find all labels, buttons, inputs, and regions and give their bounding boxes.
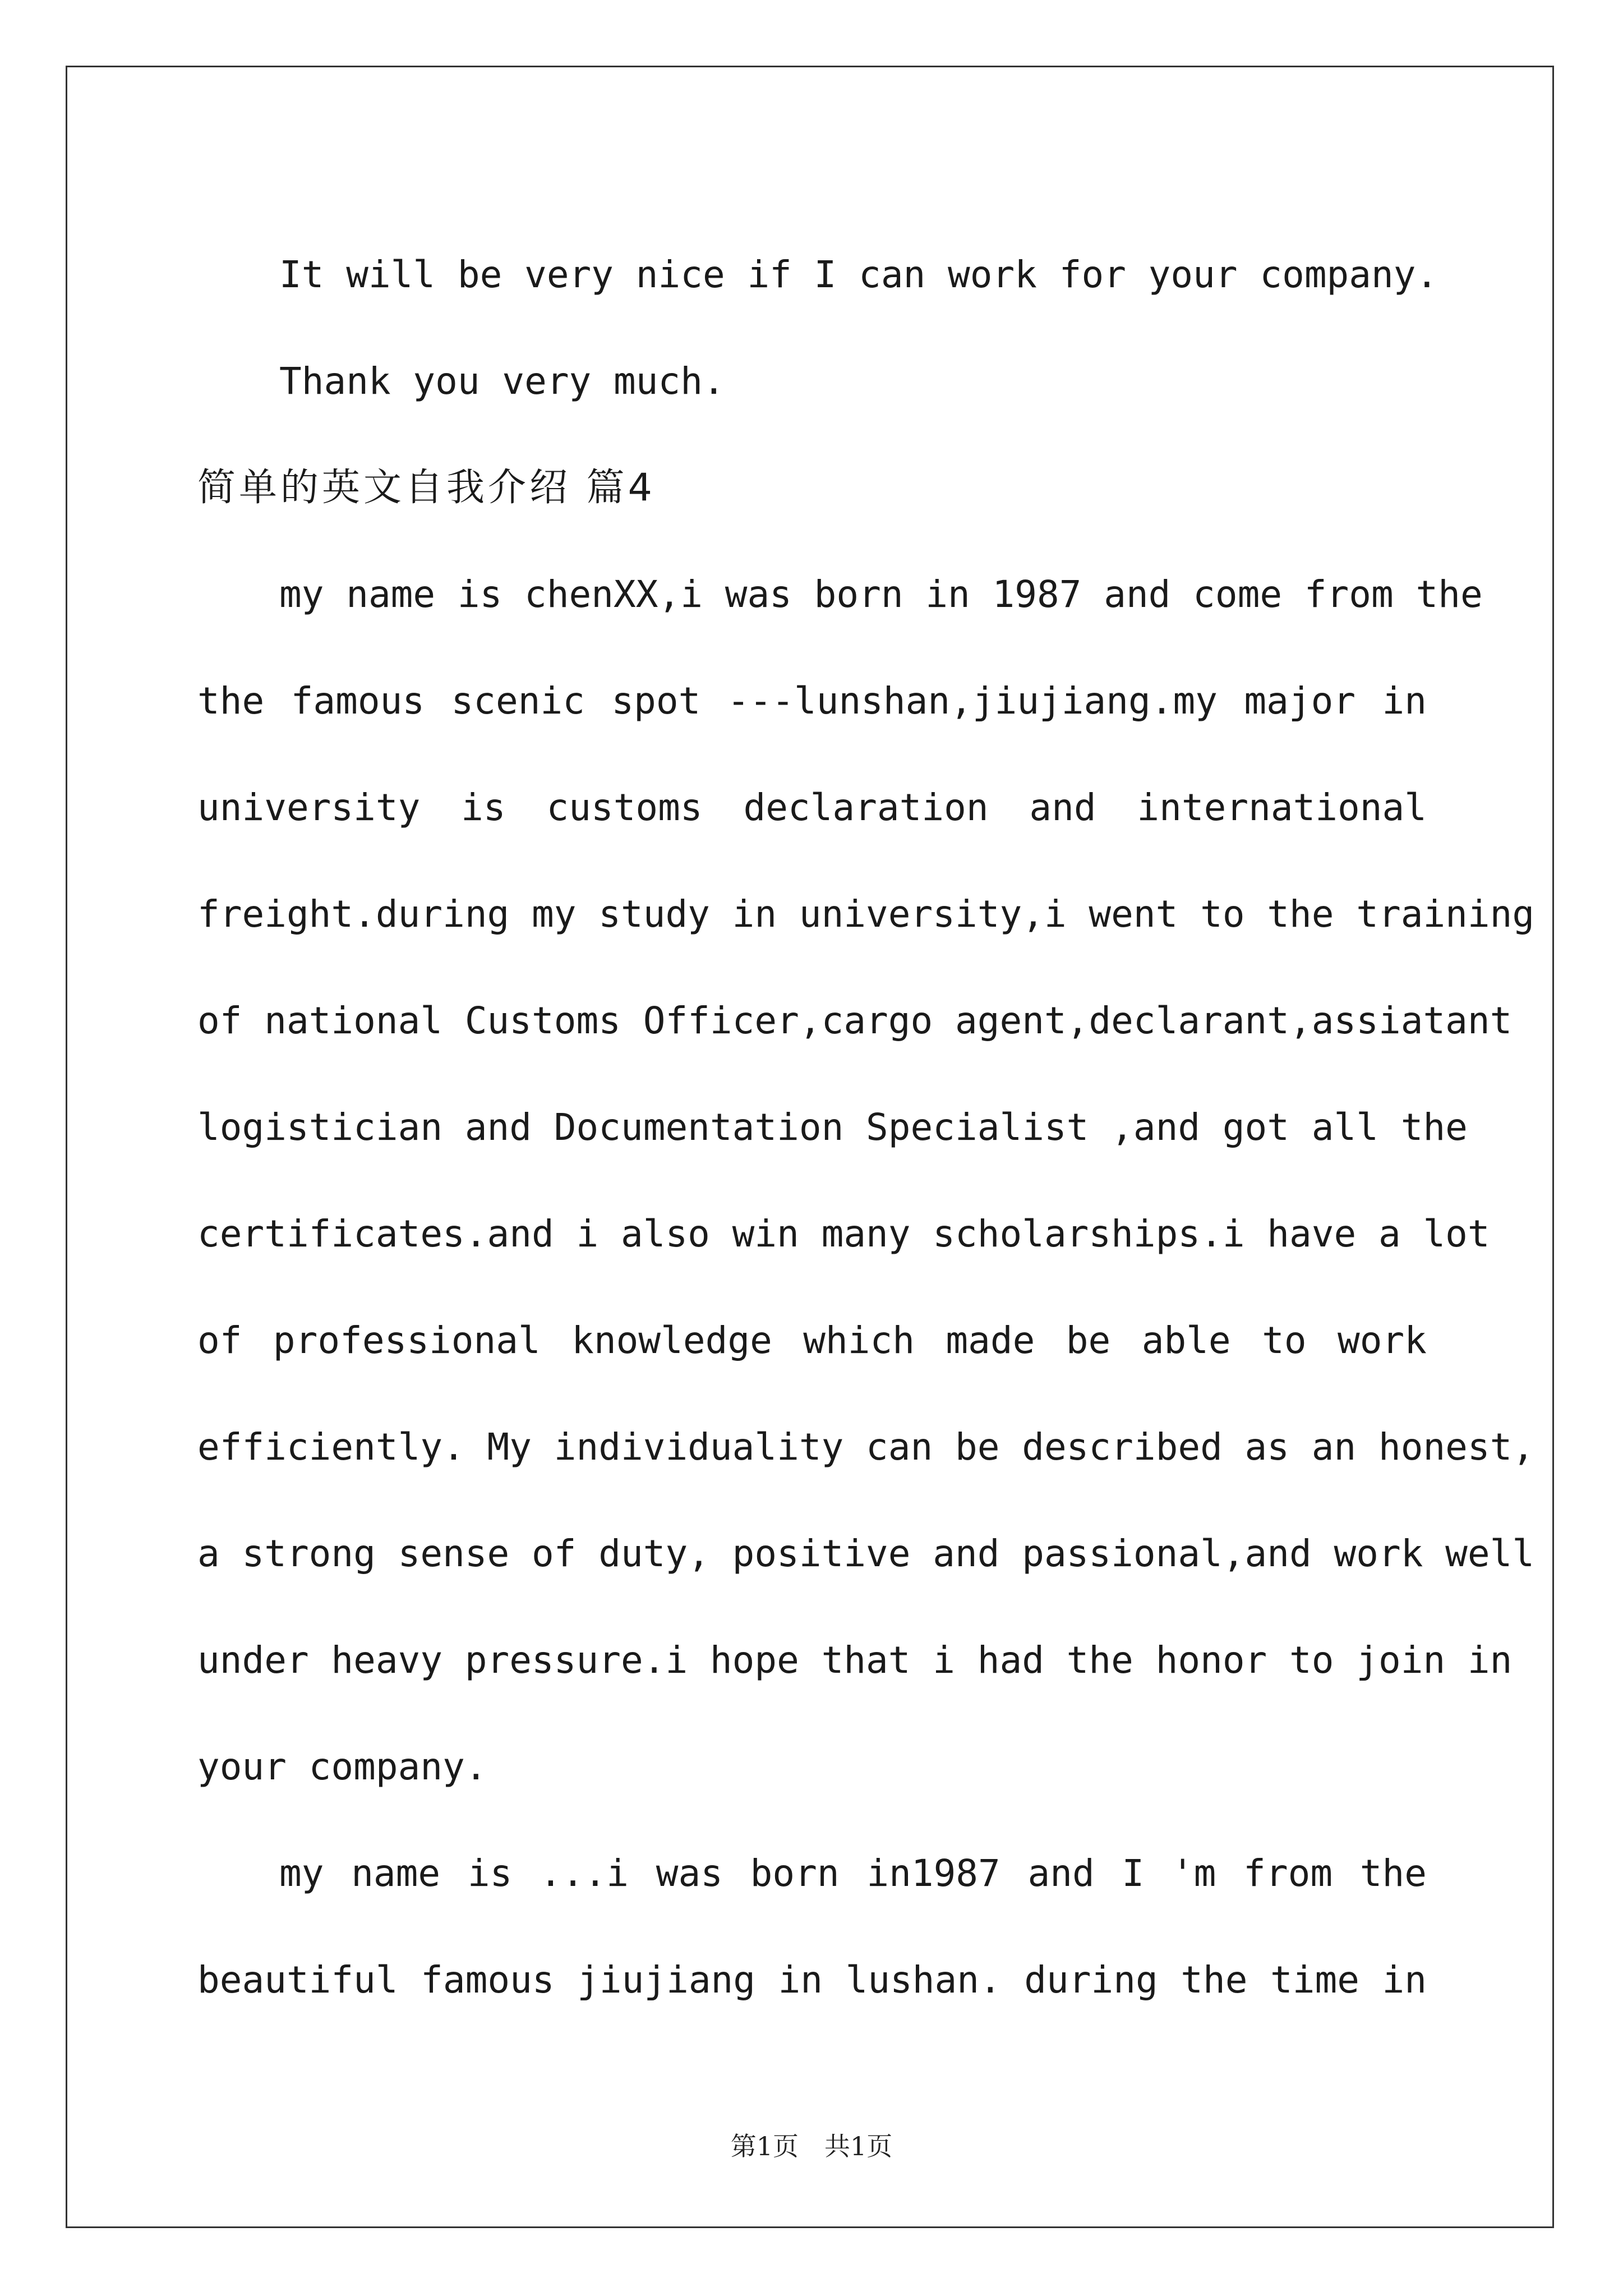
paragraph-line: under heavy pressure.i hope that i had the honor to join in bbox=[197, 1639, 1513, 1682]
paragraph-line: It will be very nice if I can work for your company. bbox=[279, 253, 1438, 296]
paragraph-line: Thank you very much. bbox=[279, 360, 725, 403]
paragraph-line: freight.during my study in university,i went to the training bbox=[197, 892, 1535, 936]
paragraph-line: your company. bbox=[197, 1745, 487, 1788]
document-body bbox=[197, 222, 1535, 2033]
paragraph-line: a strong sense of duty, positive and passional,and work well bbox=[197, 1532, 1535, 1575]
paragraph-line: logistician and Documentation Specialist ,and got all the bbox=[197, 1106, 1468, 1149]
page-footer bbox=[0, 2126, 1623, 2163]
paragraph-line: beautiful famous jiujiang in lushan. during the time in bbox=[197, 1958, 1427, 2001]
paragraph-line: certificates.and i also win many scholarships.i have a lot bbox=[197, 1212, 1490, 1255]
paragraph-line: my name is ...i was born in1987 and I 'm from the bbox=[279, 1852, 1427, 1895]
paragraph-line: university is customs declaration and international bbox=[197, 786, 1427, 829]
paragraph-line: my name is chenXX,i was born in 1987 and come from the bbox=[279, 573, 1483, 616]
page-number: 第1页 bbox=[730, 2131, 799, 2161]
page-total: 共1页 bbox=[824, 2131, 893, 2161]
paragraph-line: efficiently. My individuality can be described as an honest, bbox=[197, 1425, 1535, 1469]
paragraph-line: the famous scenic spot ---lunshan,jiujiang.my major in bbox=[197, 679, 1427, 723]
paragraph-line: of national Customs Officer,cargo agent,declarant,assiatant bbox=[197, 999, 1513, 1042]
section-heading: 简单的英文自我介绍 篇4 bbox=[197, 466, 656, 510]
paragraph-line: of professional knowledge which made be able to work bbox=[197, 1319, 1427, 1362]
